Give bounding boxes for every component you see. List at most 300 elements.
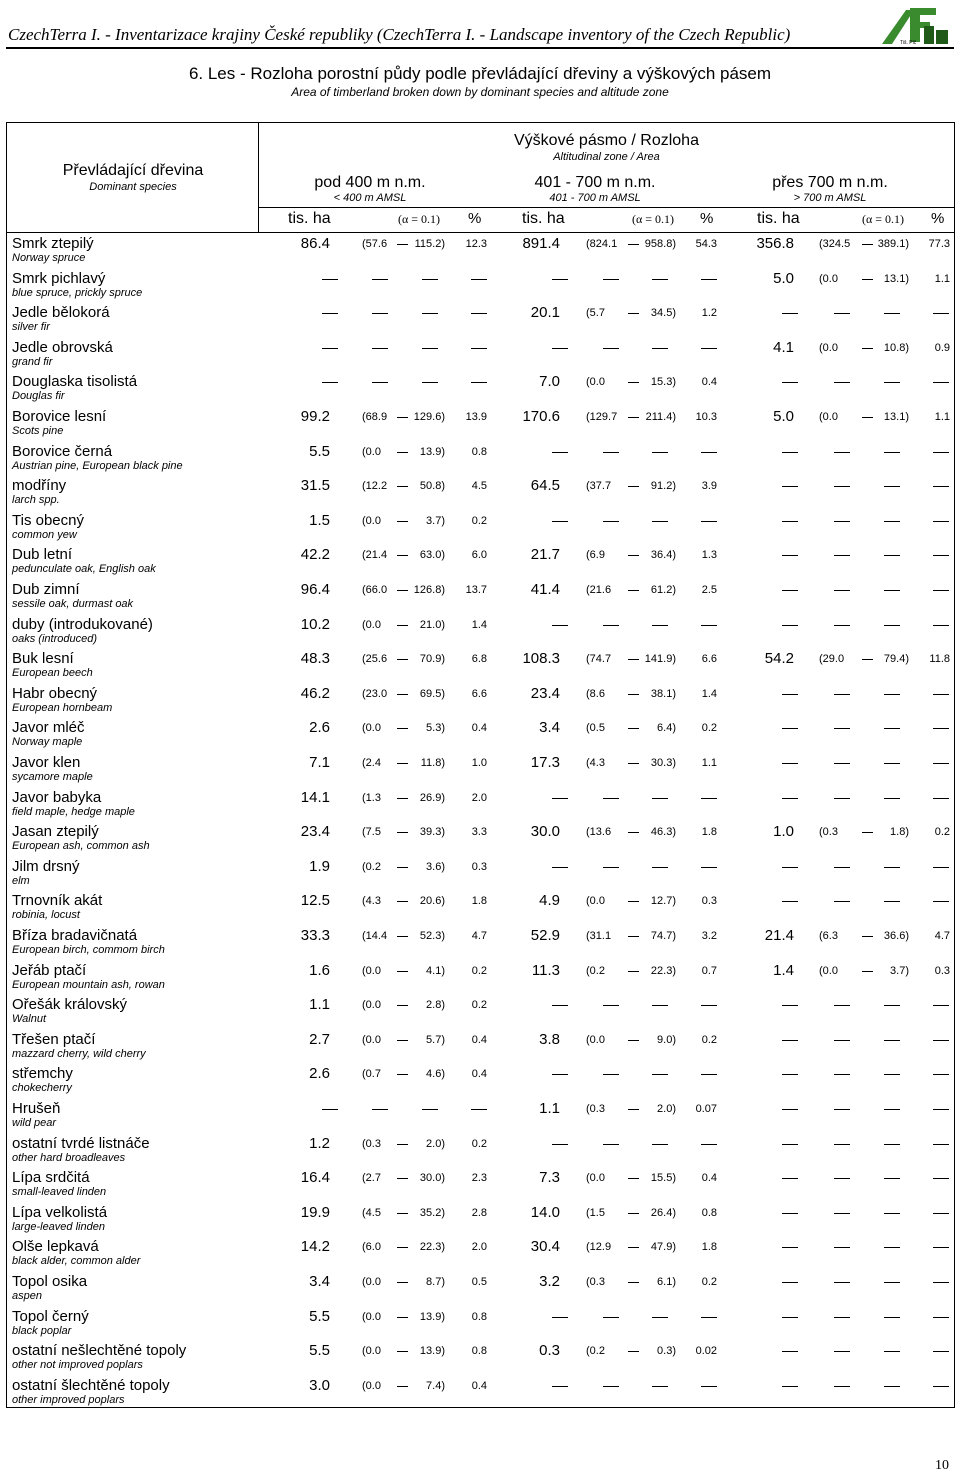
ci-lower: (23.0 xyxy=(362,687,388,700)
table-row xyxy=(0,512,960,547)
no-data-dash xyxy=(552,1144,568,1145)
area-value: 14.0 xyxy=(530,1203,560,1221)
no-data-dash xyxy=(701,867,717,868)
no-data-dash xyxy=(603,279,619,280)
area-percent: 0.2 xyxy=(471,964,487,977)
area-percent: 6.6 xyxy=(471,687,487,700)
no-data-dash xyxy=(701,1144,717,1145)
no-data-dash xyxy=(933,1005,949,1006)
no-data-dash xyxy=(933,728,949,729)
no-data-dash xyxy=(782,590,798,591)
species-name-cz: ostatní nešlechtěné topoly xyxy=(12,1342,187,1360)
species-name-en: Douglas fir xyxy=(12,390,65,403)
no-data-dash xyxy=(834,521,850,522)
area-value: 3.2 xyxy=(539,1273,560,1290)
no-data-dash xyxy=(422,382,438,383)
no-data-dash xyxy=(603,1074,619,1075)
species-name-en: black alder, common alder xyxy=(12,1255,141,1268)
area-value: 1.2 xyxy=(309,1134,330,1152)
ci-lower: (0.0 xyxy=(586,376,605,389)
no-data-dash xyxy=(422,1109,438,1110)
ci-lower: (1.5 xyxy=(586,1206,605,1219)
zone-header: Výškové pásmo / Rozloha xyxy=(514,132,699,149)
no-data-dash xyxy=(933,1386,949,1387)
species-header: Převládající dřevina xyxy=(62,162,204,179)
species-name-en: European ash, common ash xyxy=(12,840,150,853)
no-data-dash xyxy=(884,1247,900,1248)
area-percent: 54.3 xyxy=(695,238,717,250)
no-data-dash xyxy=(933,1282,949,1283)
ci-lower: (4.3 xyxy=(586,757,605,769)
area-value: 12.5 xyxy=(300,892,330,910)
ci-lower: (0.0 xyxy=(586,895,605,908)
species-name-en: aspen xyxy=(12,1290,42,1302)
no-data-dash xyxy=(933,452,949,453)
ci-upper: 50.8) xyxy=(419,480,445,493)
species-name-cz: Jedle bělokorá xyxy=(12,304,110,322)
no-data-dash xyxy=(552,452,568,453)
ci-lower: (0.2 xyxy=(362,860,381,873)
ci-upper: 129.6) xyxy=(413,411,445,423)
area-value: 3.4 xyxy=(539,719,560,737)
table-row xyxy=(0,685,960,720)
no-data-dash xyxy=(471,1109,487,1110)
area-value: 31.5 xyxy=(300,477,330,495)
area-percent: 0.9 xyxy=(934,341,950,354)
area-value: 99.2 xyxy=(300,408,330,425)
area-percent: 0.3 xyxy=(701,895,717,908)
table-row xyxy=(0,1031,960,1066)
area-percent: 6.6 xyxy=(701,653,717,666)
ci-lower: (4.3 xyxy=(362,895,381,908)
species-name-cz: Dub zimní xyxy=(12,581,80,598)
table-row xyxy=(0,304,960,339)
table-row xyxy=(0,1135,960,1170)
species-name-en: sycamore maple xyxy=(12,771,93,783)
area-percent: 1.1 xyxy=(934,411,950,423)
species-name-en: other improved poplars xyxy=(12,1393,125,1406)
no-data-dash xyxy=(652,1386,668,1387)
area-percent: 1.0 xyxy=(471,757,487,769)
ci-lower: (324.5 xyxy=(819,238,851,250)
ci-upper: 22.3) xyxy=(650,964,676,977)
ci-upper: 13.9) xyxy=(419,1345,445,1358)
ci-upper: 36.6) xyxy=(883,930,909,942)
ci-upper: 0.3) xyxy=(657,1345,676,1358)
area-value: 0.3 xyxy=(539,1342,560,1360)
no-data-dash xyxy=(933,867,949,868)
no-data-dash xyxy=(782,867,798,868)
no-data-dash xyxy=(603,1317,619,1318)
area-percent: 0.8 xyxy=(471,1310,487,1323)
species-name-en: oaks (introduced) xyxy=(12,632,97,645)
area-value: 48.3 xyxy=(300,650,330,668)
table-row xyxy=(0,1204,960,1239)
no-data-dash xyxy=(782,1005,798,1006)
no-data-dash xyxy=(884,901,900,902)
ci-upper: 126.8) xyxy=(413,584,445,596)
no-data-dash xyxy=(701,1005,717,1006)
table-row xyxy=(0,996,960,1031)
area-percent: 2.0 xyxy=(471,1241,487,1254)
zone-2-unit: tis. ha xyxy=(522,210,565,227)
ci-upper: 11.8) xyxy=(420,757,445,769)
area-percent: 3.9 xyxy=(701,480,717,493)
species-name-cz: Ořešák královský xyxy=(12,996,128,1014)
ci-lower: (0.3 xyxy=(819,826,838,839)
ci-lower: (6.9 xyxy=(586,549,605,562)
area-value: 1.0 xyxy=(773,823,794,841)
species-name-en: other hard broadleaves xyxy=(12,1151,126,1164)
area-value: 54.2 xyxy=(764,650,794,668)
area-percent: 12.3 xyxy=(465,238,487,250)
area-percent: 0.7 xyxy=(701,964,717,977)
ci-lower: (0.2 xyxy=(586,964,605,977)
zone-1-header-en: < 400 m AMSL xyxy=(333,192,407,204)
ci-upper: 6.1) xyxy=(657,1276,676,1288)
area-value: 1.6 xyxy=(309,961,330,979)
no-data-dash xyxy=(834,382,850,383)
no-data-dash xyxy=(552,625,568,626)
ci-upper: 39.3) xyxy=(419,826,445,839)
area-percent: 4.7 xyxy=(934,930,950,942)
no-data-dash xyxy=(782,1317,798,1318)
no-data-dash xyxy=(701,452,717,453)
ci-lower: (0.0 xyxy=(819,411,838,423)
no-data-dash xyxy=(933,1317,949,1318)
table-row xyxy=(0,1273,960,1308)
area-percent: 0.2 xyxy=(471,1137,487,1150)
no-data-dash xyxy=(884,1074,900,1075)
ci-lower: (66.0 xyxy=(362,584,388,596)
ci-upper: 70.9) xyxy=(419,653,445,666)
species-name-cz: Javor klen xyxy=(12,754,81,771)
ci-upper: 5.3) xyxy=(426,722,445,735)
table-row xyxy=(0,443,960,478)
area-value: 3.4 xyxy=(309,1273,330,1290)
no-data-dash xyxy=(834,763,850,764)
species-name-en: European hornbeam xyxy=(12,701,113,714)
ci-lower: (0.0 xyxy=(362,1033,381,1046)
ci-upper: 6.4) xyxy=(657,722,676,735)
area-value: 891.4 xyxy=(522,235,560,252)
no-data-dash xyxy=(782,763,798,764)
ci-upper: 79.4) xyxy=(883,653,909,666)
no-data-dash xyxy=(834,1144,850,1145)
table-row xyxy=(0,373,960,408)
ci-lower: (0.0 xyxy=(362,1310,381,1323)
no-data-dash xyxy=(933,1074,949,1075)
area-value: 41.4 xyxy=(530,581,560,598)
table-row xyxy=(0,927,960,962)
area-percent: 1.3 xyxy=(701,549,717,562)
no-data-dash xyxy=(372,279,388,280)
area-value: 46.2 xyxy=(300,684,330,702)
ci-lower: (0.3 xyxy=(586,1103,605,1115)
area-value: 3.0 xyxy=(309,1376,330,1394)
no-data-dash xyxy=(884,1386,900,1387)
area-percent: 6.0 xyxy=(471,549,487,562)
no-data-dash xyxy=(782,382,798,383)
no-data-dash xyxy=(933,1213,949,1214)
species-name-cz: Borovice černá xyxy=(12,442,113,460)
ci-lower: (57.6 xyxy=(362,238,388,250)
species-name-cz: Olše lepkavá xyxy=(12,1238,99,1256)
svg-text:Tiš. Plč: Tiš. Plč xyxy=(900,40,917,46)
no-data-dash xyxy=(322,313,338,314)
no-data-dash xyxy=(884,313,900,314)
no-data-dash xyxy=(552,867,568,868)
zone-3-header: přes 700 m n.m. xyxy=(772,174,888,191)
ci-lower: (12.9 xyxy=(586,1241,612,1254)
ci-upper: 91.2) xyxy=(650,480,676,493)
no-data-dash xyxy=(884,728,900,729)
area-percent: 0.2 xyxy=(701,722,717,735)
table-row xyxy=(0,546,960,581)
ci-lower: (0.5 xyxy=(586,722,605,735)
table-row xyxy=(0,581,960,616)
table-row xyxy=(0,477,960,512)
area-value: 86.4 xyxy=(300,235,330,252)
no-data-dash xyxy=(552,1386,568,1387)
no-data-dash xyxy=(834,1386,850,1387)
table-row xyxy=(0,858,960,893)
area-percent: 0.8 xyxy=(701,1206,717,1219)
ci-lower: (6.0 xyxy=(362,1241,381,1254)
species-name-cz: Habr obecný xyxy=(12,684,98,702)
ci-lower: (37.7 xyxy=(586,480,612,493)
no-data-dash xyxy=(933,382,949,383)
no-data-dash xyxy=(884,382,900,383)
no-data-dash xyxy=(552,1074,568,1075)
zone-2-alpha: (α = 0.1) xyxy=(632,212,675,226)
no-data-dash xyxy=(652,625,668,626)
no-data-dash xyxy=(884,1317,900,1318)
area-percent: 0.8 xyxy=(471,1345,487,1358)
no-data-dash xyxy=(652,521,668,522)
area-value: 5.0 xyxy=(773,408,794,425)
species-name-en: chokecherry xyxy=(12,1082,72,1095)
no-data-dash xyxy=(552,279,568,280)
no-data-dash xyxy=(322,1109,338,1110)
area-value: 14.1 xyxy=(300,788,330,806)
no-data-dash xyxy=(933,625,949,626)
no-data-dash xyxy=(884,452,900,453)
area-value: 1.1 xyxy=(309,996,330,1014)
no-data-dash xyxy=(933,694,949,695)
area-percent: 1.1 xyxy=(701,757,717,769)
no-data-dash xyxy=(933,901,949,902)
area-percent: 4.7 xyxy=(471,930,487,942)
area-value: 7.3 xyxy=(539,1169,560,1187)
species-name-cz: Topol černý xyxy=(12,1307,89,1325)
ifer-logo xyxy=(880,4,950,46)
area-value: 23.4 xyxy=(300,823,330,841)
species-name-en: common yew xyxy=(12,528,77,541)
no-data-dash xyxy=(933,1144,949,1145)
no-data-dash xyxy=(834,313,850,314)
area-value: 5.0 xyxy=(773,269,794,287)
no-data-dash xyxy=(372,348,388,349)
no-data-dash xyxy=(884,1040,900,1041)
zone-header-en: Altitudinal zone / Area xyxy=(553,151,660,163)
ci-lower: (0.0 xyxy=(362,514,381,527)
area-value: 1.5 xyxy=(309,511,330,529)
area-percent: 1.8 xyxy=(701,1241,717,1254)
no-data-dash xyxy=(884,555,900,556)
area-percent: 0.02 xyxy=(695,1345,717,1358)
area-value: 2.7 xyxy=(309,1030,330,1048)
area-percent: 0.8 xyxy=(471,445,487,458)
ci-upper: 13.1) xyxy=(883,411,909,423)
no-data-dash xyxy=(782,798,798,799)
no-data-dash xyxy=(782,1074,798,1075)
no-data-dash xyxy=(834,1213,850,1214)
area-percent: 0.2 xyxy=(701,1033,717,1046)
ci-upper: 46.3) xyxy=(650,826,676,839)
table-row xyxy=(0,408,960,443)
ci-upper: 115.2) xyxy=(414,238,445,250)
ci-upper: 4.6) xyxy=(426,1068,445,1081)
ci-lower: (4.5 xyxy=(362,1206,381,1219)
no-data-dash xyxy=(322,348,338,349)
no-data-dash xyxy=(834,694,850,695)
no-data-dash xyxy=(834,1005,850,1006)
table-title: 6. Les - Rozloha porostní půdy podle převládající dřeviny a výškových pásem xyxy=(188,64,772,83)
species-name-cz: Javor mléč xyxy=(12,719,85,737)
table-row xyxy=(0,1169,960,1204)
ci-upper: 3.6) xyxy=(426,860,445,873)
ci-lower: (0.0 xyxy=(586,1033,605,1046)
no-data-dash xyxy=(933,313,949,314)
no-data-dash xyxy=(782,1144,798,1145)
ci-lower: (2.7 xyxy=(362,1172,381,1185)
no-data-dash xyxy=(834,867,850,868)
area-percent: 1.4 xyxy=(701,687,717,700)
area-value: 17.3 xyxy=(530,754,560,771)
area-value: 7.1 xyxy=(309,754,330,771)
no-data-dash xyxy=(933,1109,949,1110)
no-data-dash xyxy=(701,521,717,522)
ci-upper: 2.0) xyxy=(657,1103,676,1115)
no-data-dash xyxy=(782,901,798,902)
zone-1-header: pod 400 m n.m. xyxy=(314,174,426,191)
area-value: 2.6 xyxy=(309,1065,330,1083)
no-data-dash xyxy=(834,1317,850,1318)
no-data-dash xyxy=(652,1005,668,1006)
no-data-dash xyxy=(884,486,900,487)
no-data-dash xyxy=(933,1178,949,1179)
no-data-dash xyxy=(372,313,388,314)
species-name-cz: modříny xyxy=(12,477,67,495)
species-name-en: robinia, locust xyxy=(12,909,80,922)
no-data-dash xyxy=(552,1317,568,1318)
no-data-dash xyxy=(834,1282,850,1283)
species-name-en: other not improved poplars xyxy=(12,1359,143,1372)
no-data-dash xyxy=(884,1351,900,1352)
area-value: 19.9 xyxy=(300,1203,330,1221)
no-data-dash xyxy=(884,1213,900,1214)
species-name-cz: Smrk ztepilý xyxy=(12,235,94,252)
ci-upper: 4.1) xyxy=(426,964,445,977)
no-data-dash xyxy=(322,382,338,383)
area-value: 21.7 xyxy=(530,546,560,564)
no-data-dash xyxy=(834,901,850,902)
zone-1-alpha: (α = 0.1) xyxy=(398,212,441,226)
area-value: 4.9 xyxy=(539,892,560,910)
area-percent: 0.4 xyxy=(471,1379,487,1392)
area-percent: 11.8 xyxy=(929,653,950,666)
zone-2-header-en: 401 - 700 m AMSL xyxy=(549,192,641,204)
no-data-dash xyxy=(652,452,668,453)
ci-upper: 47.9) xyxy=(650,1241,676,1254)
no-data-dash xyxy=(933,1040,949,1041)
no-data-dash xyxy=(782,625,798,626)
ci-lower: (0.0 xyxy=(362,1345,381,1358)
no-data-dash xyxy=(652,279,668,280)
ci-lower: (0.0 xyxy=(362,445,381,458)
ci-upper: 8.7) xyxy=(426,1276,445,1288)
no-data-dash xyxy=(603,348,619,349)
table-row xyxy=(0,754,960,789)
ci-upper: 21.0) xyxy=(419,618,445,631)
ci-lower: (0.0 xyxy=(362,1276,381,1288)
species-name-en: blue spruce, prickly spruce xyxy=(12,286,143,299)
no-data-dash xyxy=(782,1040,798,1041)
species-name-en: Norway maple xyxy=(12,736,83,749)
ci-upper: 20.6) xyxy=(419,895,445,908)
no-data-dash xyxy=(471,313,487,314)
area-value: 16.4 xyxy=(300,1169,330,1187)
species-header-en: Dominant species xyxy=(89,181,177,193)
ci-upper: 34.5) xyxy=(650,307,676,320)
area-percent: 2.0 xyxy=(471,791,487,804)
no-data-dash xyxy=(884,867,900,868)
ci-lower: (14.4 xyxy=(362,930,388,942)
header-rule xyxy=(6,47,954,49)
ci-lower: (129.7 xyxy=(586,411,618,423)
no-data-dash xyxy=(603,1386,619,1387)
species-name-cz: Bříza bradavičnatá xyxy=(12,927,138,944)
ci-lower: (0.0 xyxy=(362,1379,381,1392)
ci-upper: 52.3) xyxy=(419,930,445,942)
ci-lower: (21.4 xyxy=(362,549,388,562)
table-subtitle: Area of timberland broken down by dominant species and altitude zone xyxy=(291,85,669,99)
no-data-dash xyxy=(471,382,487,383)
species-name-cz: Buk lesní xyxy=(12,650,74,668)
zone-1-unit: tis. ha xyxy=(288,210,331,227)
no-data-dash xyxy=(782,1351,798,1352)
ci-lower: (12.2 xyxy=(362,480,388,493)
ci-upper: 26.4) xyxy=(650,1206,676,1219)
no-data-dash xyxy=(782,1247,798,1248)
no-data-dash xyxy=(471,348,487,349)
no-data-dash xyxy=(782,1178,798,1179)
no-data-dash xyxy=(884,1282,900,1283)
species-name-en: elm xyxy=(12,874,30,887)
document-title: CzechTerra I. - Inventarizace krajiny České republiky (CzechTerra I. - Landscape inventory of the Czech Republic) xyxy=(8,25,791,44)
species-name-cz: střemchy xyxy=(12,1065,73,1083)
no-data-dash xyxy=(701,348,717,349)
no-data-dash xyxy=(422,279,438,280)
no-data-dash xyxy=(603,867,619,868)
no-data-dash xyxy=(603,521,619,522)
no-data-dash xyxy=(782,1109,798,1110)
species-name-cz: Třešen ptačí xyxy=(12,1030,96,1048)
area-value: 30.4 xyxy=(530,1238,560,1256)
table-row xyxy=(0,719,960,754)
header-rule-zones xyxy=(259,207,954,208)
